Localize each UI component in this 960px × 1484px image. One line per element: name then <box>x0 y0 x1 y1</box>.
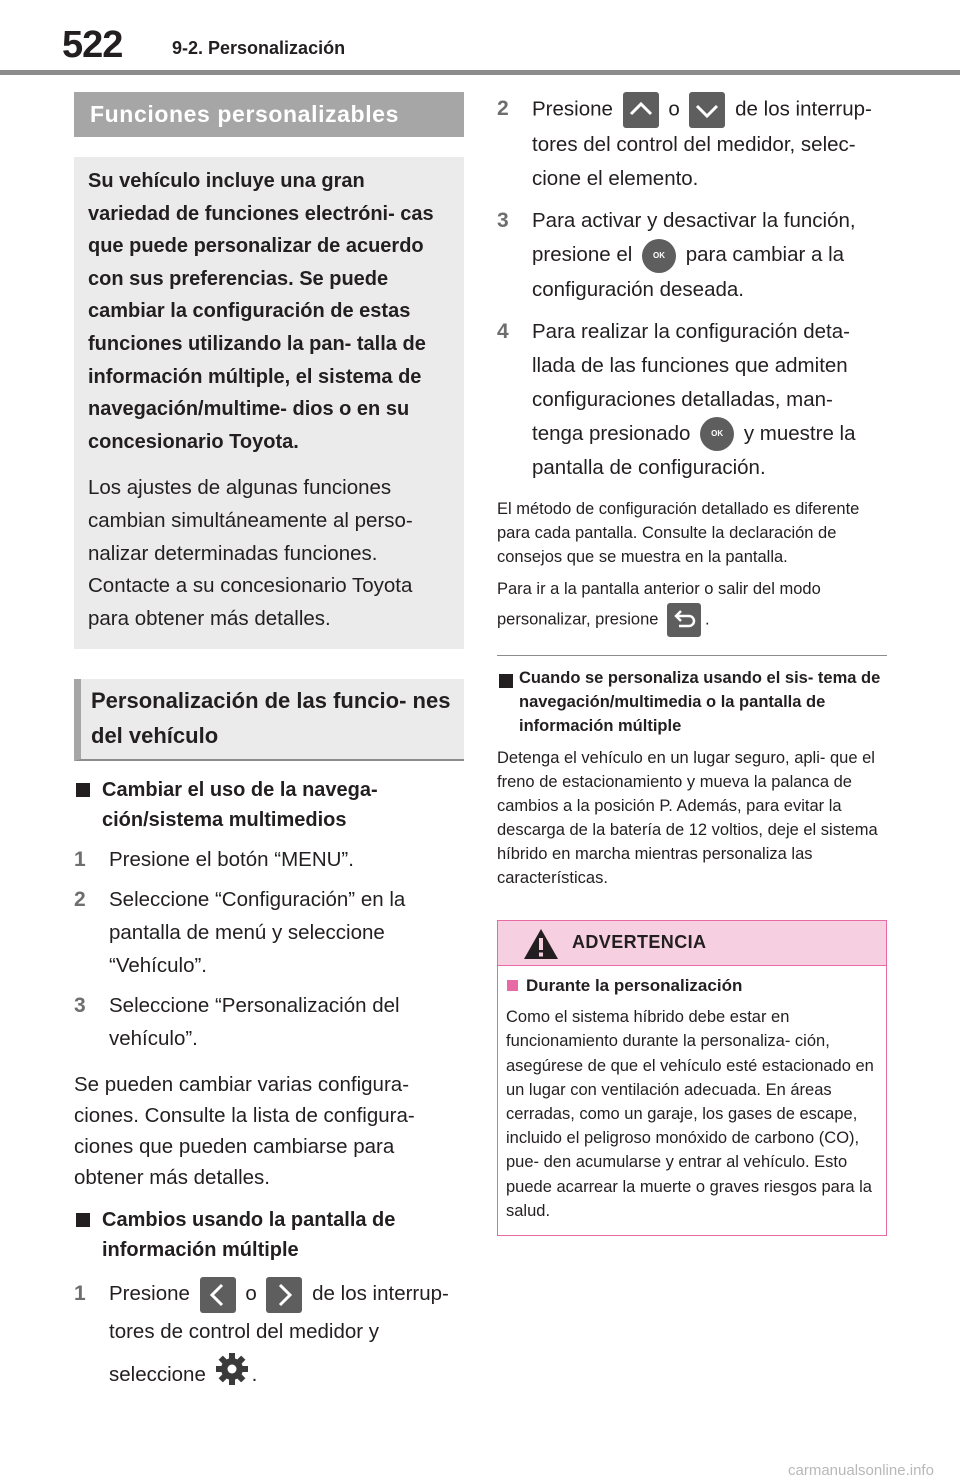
step-number: 3 <box>497 209 509 232</box>
step-text: Seleccione “Personalización del vehículo”. <box>109 994 400 1051</box>
note-small-text: Para ir a la pantalla anterior o salir del modo personalizar, presione <box>497 580 821 629</box>
warning-header <box>498 921 886 966</box>
heading-note: Cuando se personaliza usando el sis- tema de navegación/multimedia o la pantalla de información múltiple <box>497 666 887 738</box>
note-paragraph: Detenga el vehículo en un lugar seguro, apli- que el freno de estacionamiento y mueva la palanca de cambios a la posición P. Además, para evitar la descarga de la batería de 12 voltios, deje el sistema híbrido en marcha mientras personaliza las características. <box>497 749 878 888</box>
step-text: Seleccione “Configuración” en la pantalla de menú y seleccione “Vehículo”. <box>109 888 406 978</box>
step-text: Presione <box>109 1282 190 1306</box>
gear-icon <box>214 1351 250 1400</box>
right-arrow-switch-icon <box>266 1277 302 1313</box>
step-text: de los interrup- tores de control del medidor y seleccione <box>109 1282 449 1387</box>
step-item <box>74 989 464 1055</box>
heading-navigation: Cambiar el uso de la navega- ción/sistema multimedios <box>74 775 464 835</box>
step-text: Presione el botón “MENU”. <box>109 848 354 872</box>
warning-body <box>498 966 886 1235</box>
note-small: El método de configuración detallado es diferente para cada pantalla. Consulte la declaración de consejos que se muestra en la pantalla. <box>497 500 860 567</box>
subsection-title-bar <box>74 679 464 761</box>
left-column <box>74 92 464 1400</box>
step-number: 1 <box>74 1282 86 1306</box>
warning-label: ADVERTENCIA <box>572 932 707 953</box>
divider <box>497 655 887 656</box>
step-text: o <box>668 97 680 121</box>
heading-multi-info: Cambios usando la pantalla de información múltiple <box>74 1205 464 1265</box>
ok-button-icon: OK <box>642 239 676 273</box>
left-arrow-switch-icon <box>200 1277 236 1313</box>
note-small <box>497 575 887 637</box>
up-arrow-switch-icon <box>623 92 659 128</box>
step-text: de los interrup- tores del control del medidor, selec- cione el elemento. <box>532 97 872 190</box>
intro-normal-text: Los ajustes de algunas funciones cambian simultáneamente al perso- nalizar determinadas funciones. Contacte a su concesionario Toyota para obtener más detalles. <box>88 476 413 630</box>
section-title-text: Funciones personalizables <box>90 101 399 127</box>
step-text: Para activar y desactivar la función, presione el <box>532 209 856 266</box>
warning-subheading: Durante la personalización <box>506 974 876 998</box>
section-title-bar <box>74 92 464 137</box>
step-text: . <box>251 1363 258 1387</box>
step-number: 4 <box>497 319 509 343</box>
warning-text: Como el sistema híbrido debe estar en funcionamiento durante la personaliza- ción, asegúrese de que el vehículo esté estacionado en un lugar con ventilación adecuada. En áreas cerradas, como un garaje, los gases de escape, incluido el peligroso monóxido de carbono (CO), pue- den acumularse y entrar al vehículo. Esto puede acarrear la muerte o graves riesgos para la salud. <box>506 1008 874 1220</box>
step-number: 2 <box>74 888 86 912</box>
section-title: 9-2. Personalización <box>172 38 346 58</box>
intro-bold-text: Su vehículo incluye una gran variedad de funciones electróni- cas que puede personalizar de acuerdo con sus preferencias. Se puede cambiar la configuración de estas funciones utilizando la pan- talla de información múltiple, el sistema de navegación/multime- dios o en su concesionario Toyota. <box>88 170 434 453</box>
step-text: y muestre la pantalla de configuración. <box>532 421 856 480</box>
step-item <box>74 883 464 982</box>
paragraph: Se pueden cambiar varias configura- ciones. Consulte la lista de configura- ciones que pueden cambiarse para obtener más detalles. <box>74 1073 415 1190</box>
step-item <box>497 92 887 196</box>
step-text: para cambiar a la configuración deseada. <box>532 243 845 301</box>
watermark: carmanualsonline.info <box>788 1462 934 1479</box>
intro-box <box>74 157 464 649</box>
back-button-icon <box>667 603 701 637</box>
step-text: Presione <box>532 97 613 121</box>
note-small-text: . <box>705 610 710 629</box>
page-number: 522 <box>62 24 123 66</box>
header-rule <box>0 70 960 75</box>
step-item <box>497 204 887 307</box>
step-item <box>74 843 464 876</box>
step-number: 1 <box>74 848 86 872</box>
warning-triangle-icon <box>522 927 560 961</box>
subsection-title-text: Personalización de las funcio- nes del vehículo <box>91 688 451 749</box>
step-text: Para realizar la configuración deta- llada de las funciones que admiten configuraciones detalladas, man- tenga presionado <box>532 319 850 445</box>
right-column <box>497 92 887 1236</box>
step-number: 3 <box>74 994 86 1018</box>
step-item <box>497 315 887 486</box>
down-arrow-switch-icon <box>689 92 725 128</box>
ok-button-icon: OK <box>700 417 734 451</box>
warning-box <box>497 920 887 1236</box>
step-number: 2 <box>497 97 509 120</box>
step-item <box>74 1275 464 1400</box>
step-text: o <box>245 1282 257 1306</box>
